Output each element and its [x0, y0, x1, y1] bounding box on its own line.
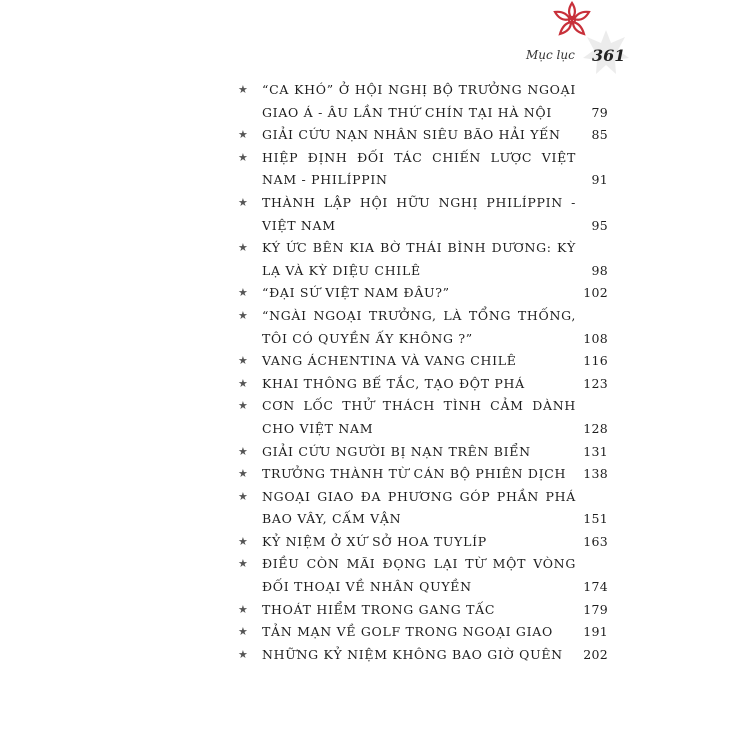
toc-entry-page: 163: [583, 533, 608, 549]
toc-entry-title: “CA KHÓ” Ở HỘI NGHỊ BỘ TRƯỞNG NGOẠI GIAO Á - ÂU LẦN THỨ CHÍN TẠI HÀ NỘI: [262, 82, 576, 120]
toc-entry-page: 85: [591, 127, 608, 143]
toc-entry: [238, 79, 610, 124]
toc-entry-title: NHỮNG KỶ NIỆM KHÔNG BAO GIỜ QUÊN: [262, 646, 563, 662]
toc-entry-page: 116: [583, 353, 608, 369]
toc-entry-title: VANG ÁCHENTINA VÀ VANG CHILÊ: [262, 353, 517, 369]
toc-entry-title: KHAI THÔNG BẾ TẮC, TẠO ĐỘT PHÁ: [262, 375, 525, 391]
toc-entry: [238, 599, 610, 622]
toc-entry-page: 179: [583, 601, 608, 617]
toc-entry: [238, 350, 610, 373]
star-icon: ★: [238, 399, 249, 413]
toc-entry-title: GIẢI CỨU NẠN NHÂN SIÊU BÃO HẢI YẾN: [262, 127, 561, 143]
toc-entry-page: 108: [583, 330, 608, 346]
toc-entry-title: “NGÀI NGOẠI TRƯỞNG, LÀ TỔNG THỐNG, TÔI CÓ QUYỀN ẤY KHÔNG ?”: [262, 307, 576, 346]
toc-entry-title: TẢN MẠN VỀ GOLF TRONG NGOẠI GIAO: [262, 624, 553, 640]
toc-entry-page: 123: [583, 375, 608, 391]
toc-entry-page: 102: [583, 285, 608, 301]
toc-entry-page: 151: [583, 511, 608, 527]
toc-entry-page: 98: [591, 262, 608, 278]
toc-entry: [238, 305, 610, 350]
star-icon: ★: [238, 286, 249, 300]
toc-entry: [238, 463, 610, 486]
star-icon: ★: [238, 128, 249, 142]
toc-entry-title: ĐIỀU CÒN MÃI ĐỌNG LẠI TỪ MỘT VÒNG ĐỐI THOẠI VỀ NHÂN QUYỀN: [262, 556, 576, 595]
toc-entry: [238, 531, 610, 554]
toc-entry: [238, 644, 610, 667]
toc-entry-title: TRƯỞNG THÀNH TỪ CÁN BỘ PHIÊN DỊCH: [262, 466, 567, 482]
star-icon: ★: [238, 625, 249, 639]
toc-entry-title: NGOẠI GIAO ĐA PHƯƠNG GÓP PHẦN PHÁ BAO VÂY, CẤM VẬN: [262, 488, 576, 527]
toc-entry-title: KỶ NIỆM Ở XỨ SỞ HOA TUYLÍP: [262, 533, 487, 549]
toc-entry-page: 91: [591, 172, 608, 188]
toc-entry: [238, 192, 610, 237]
toc-entry-page: 174: [583, 579, 608, 595]
toc-entry-title: THÀNH LẬP HỘI HỮU NGHỊ PHILÍPPIN - VIỆT NAM: [262, 194, 576, 233]
running-header: [526, 46, 666, 70]
toc-entry-title: “ĐẠI SỨ VIỆT NAM ĐÂU?”: [262, 285, 450, 301]
toc-entry-title: HIỆP ĐỊNH ĐỐI TÁC CHIẾN LƯỢC VIỆT NAM - PHILÍPPIN: [262, 149, 576, 188]
toc-entry: [238, 621, 610, 644]
toc-entry-title: KÝ ỨC BÊN KIA BỜ THÁI BÌNH DƯƠNG: KỲ LẠ VÀ KỲ DIỆU CHILÊ: [262, 240, 576, 278]
toc-entry-title: GIẢI CỨU NGƯỜI BỊ NẠN TRÊN BIỂN: [262, 443, 531, 459]
toc-entry-page: 79: [591, 104, 608, 120]
table-of-contents: [238, 79, 610, 666]
toc-entry-title: THOÁT HIỂM TRONG GANG TẤC: [262, 601, 496, 617]
toc-entry: [238, 373, 610, 396]
toc-entry: [238, 282, 610, 305]
star-icon: ★: [238, 444, 249, 458]
toc-entry-page: 128: [583, 420, 608, 436]
toc-entry: [238, 395, 610, 440]
star-icon: ★: [238, 602, 249, 616]
star-icon: ★: [238, 467, 249, 481]
page-number: 361: [592, 46, 626, 65]
star-icon: ★: [238, 489, 249, 503]
star-icon: ★: [238, 241, 249, 255]
toc-entry-page: 95: [591, 217, 608, 233]
toc-entry-page: 191: [583, 624, 608, 640]
star-icon: ★: [238, 83, 249, 96]
star-icon: ★: [238, 354, 249, 368]
toc-entry-page: 138: [583, 466, 608, 482]
star-icon: ★: [238, 647, 249, 661]
star-icon: ★: [238, 195, 249, 209]
toc-entry: [238, 124, 610, 147]
star-icon: ★: [238, 308, 249, 322]
toc-entry-title: CƠN LỐC THỬ THÁCH TÌNH CẢM DÀNH CHO VIỆT NAM: [262, 398, 576, 436]
toc-entry: [238, 486, 610, 531]
star-icon: ★: [238, 150, 249, 164]
star-icon: ★: [238, 557, 249, 571]
section-label: Mục lục: [526, 48, 575, 62]
toc-entry: [238, 553, 610, 598]
toc-entry-page: 202: [583, 646, 608, 662]
toc-entry: [238, 441, 610, 464]
toc-entry: [238, 147, 610, 192]
toc-entry-page: 131: [583, 443, 608, 459]
toc-entry: [238, 237, 610, 282]
star-icon: ★: [238, 376, 249, 390]
star-icon: ★: [238, 534, 249, 548]
